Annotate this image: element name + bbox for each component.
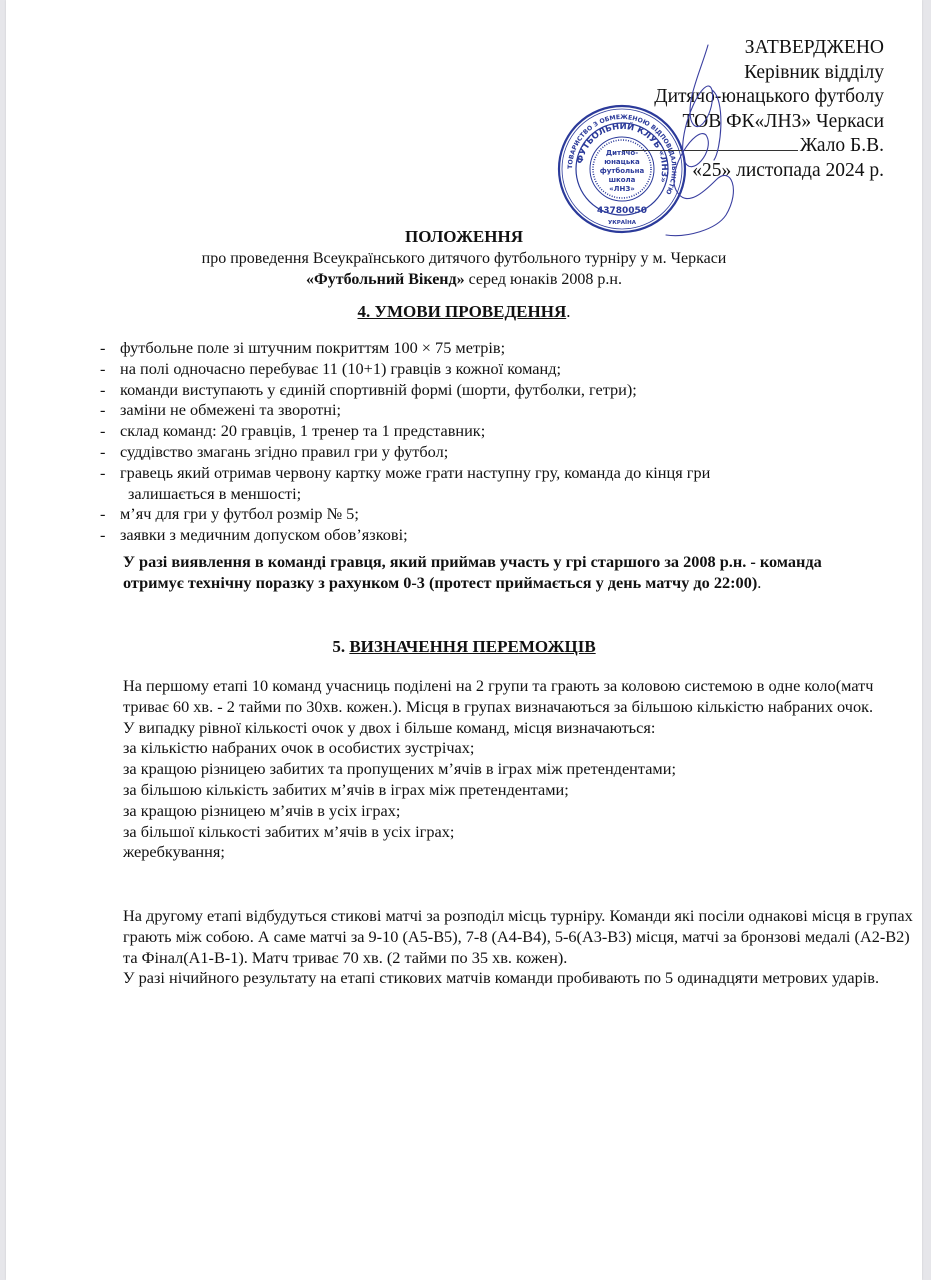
approval-status: ЗАТВЕРДЖЕНО (744, 37, 884, 58)
svg-text:43780050: 43780050 (596, 206, 648, 216)
list-item: - заміни не обмежені та зворотні; (100, 400, 342, 420)
list-item: - на полі одночасно перебуває 11 (10+1) гравців з кожної команд; (100, 358, 562, 378)
tie-break-criterion: жеребкування; (123, 842, 225, 862)
svg-text:ФУТБОЛЬНИЙ КЛУБ «ЛНЗ»: ФУТБОЛЬНИЙ КЛУБ «ЛНЗ» (575, 121, 670, 184)
svg-text:«ЛНЗ»: «ЛНЗ» (609, 185, 635, 193)
svg-text:школа: школа (608, 176, 636, 184)
tie-break-criterion: за кращою різницею забитих та пропущених м’ячів в іграх між претендентами; (123, 759, 676, 779)
document-title-block (6, 226, 922, 290)
document-subtitle: про проведення Всеукраїнського дитячого футбольного турніру у м. Черкаси (201, 250, 727, 267)
approver-department: Дитячо-юнацького футболу (654, 86, 884, 108)
svg-text:ТОВАРИСТВО З ОБМЕЖЕНОЮ ВІДПОВІ: ТОВАРИСТВО З ОБМЕЖЕНОЮ ВІДПОВІДАЛЬНІСТЮ (566, 113, 678, 196)
svg-text:футбольна: футбольна (599, 167, 645, 175)
tie-break-intro: У випадку рівної кількості очок у двох і більше команд, місця визначаються: (123, 717, 656, 737)
approval-date: «25» листопада 2024 р. (692, 159, 884, 181)
age-violation-note: У разі виявлення в команді гравця, який приймав участь у грі старшого за 2008 р.н. - команда отримує технічну поразку з рахунком 0-3 (протест приймається у день матчу до 22:00). (123, 552, 822, 592)
tie-break-criterion: за кількістю набраних очок в особистих зустрічах; (123, 738, 475, 758)
list-item: - футбольне поле зі штучним покриттям 100 × 75 метрів; (100, 338, 506, 357)
list-item: - склад команд: 20 гравців, 1 тренер та 1 представник; (100, 421, 486, 441)
list-item: - м’яч для гри у футбол розмір № 5; (100, 504, 359, 524)
tournament-name: «Футбольний Вікенд» (305, 271, 465, 288)
first-stage-paragraph: На першому етапі 10 команд учасниць поділені на 2 групи та грають за коловою системою в одне коло(матч триває 60 хв. - 2 тайми по 30хв. кожен.). Місця в групах визначаються за більшою кількістю набраних очок. У випадку рівної кількості очок у двох і більше команд, місця визначаються: за кількістю набраних очок в особистих зустрічах; за кращою різницею забитих та пропущених м’ячів в іграх між претендентами; за більшою кількість забитих м’ячів в іграх між претендентами; за кращою різницею м’ячів в усіх іграх; за більшої кількості забитих м’ячів в усіх іграх; жеребкування; (123, 676, 913, 863)
approver-position: Керівник відділу (744, 61, 884, 83)
tie-break-criterion: за більшої кількості забитих м’ячів в усіх іграх; (123, 821, 455, 841)
document-page (6, 0, 922, 1280)
document-title: ПОЛОЖЕННЯ (405, 227, 523, 246)
svg-text:юнацька: юнацька (604, 158, 640, 166)
list-item: - команди виступають у єдиній спортивній формі (шорти, футболки, гетри); (100, 379, 637, 399)
section-4-heading: 4. УМОВИ ПРОВЕДЕННЯ. (357, 302, 571, 321)
section-5-heading: 5. ВИЗНАЧЕННЯ ПЕРЕМОЖЦІВ (332, 637, 596, 656)
tournament-name-line: «Футбольний Вікенд» серед юнаків 2008 р.н. (305, 271, 622, 288)
tie-break-criterion: за кращою різницею м’ячів в усіх іграх; (123, 800, 401, 820)
list-item: - заявки з медичним допуском обов’язкові; (100, 525, 408, 545)
second-stage-paragraph: На другому етапі відбудуться стикові матчі за розподіл місць турніру. Команди які посіли однакові місця в групах грають між собою. А саме матчі за 9-10 (А5-В5), 7-8 (А4-В4), 5-6(А3-В3) місця, матчі за бронзові медалі (А2-В2) та Фінал(А1-В-1). Матч триває 70 хв. (2 тайми по 35 хв. кожен). У разі нічийного результату на етапі стикових матчів команди пробивають по 5 одинадцяти метрових ударів. (123, 906, 913, 988)
list-item: - гравець який отримав червону картку може грати наступну гру, команда до кінця гри залишається в меншості; (100, 462, 711, 503)
approver-name: Жало Б.В. (799, 135, 884, 157)
penalty-shootout-rule: У разі нічийного результату на етапі стикових матчів команди пробивають по 5 одинадцяти метрових ударів. (123, 968, 880, 988)
handwritten-signature-icon (646, 40, 766, 240)
approver-organization: ТОВ ФК«ЛНЗ» Черкаси (682, 110, 884, 132)
tie-break-criterion: за більшою кількість забитих м’ячів в іграх між претендентами; (123, 779, 569, 799)
svg-text:Дитячо-: Дитячо- (605, 149, 639, 157)
list-item: - суддівство змагань згідно правил гри у футбол; (100, 441, 449, 461)
svg-text:УКРАЇНА: УКРАЇНА (608, 220, 636, 226)
conditions-list (94, 338, 884, 546)
